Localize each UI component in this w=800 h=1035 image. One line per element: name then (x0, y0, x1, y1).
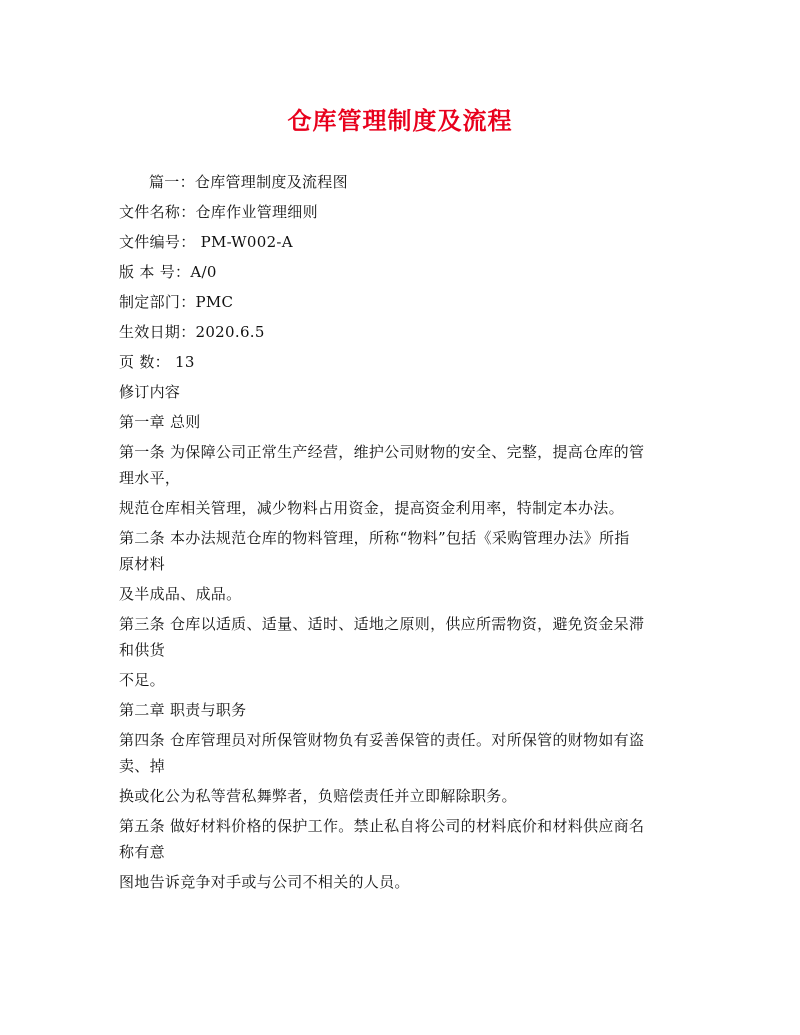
article-line: 第五条 做好材料价格的保护工作。禁止私自将公司的材料底价和材料供应商名 (119, 817, 645, 835)
article-line: 规范仓库相关管理，减少物料占用资金，提高资金利用率，特制定本办法。 (119, 499, 624, 517)
article-line: 第三条 仓库以适质、适量、适时、适地之原则，供应所需物资，避免资金呆滞 (119, 615, 645, 633)
article-line: 不足。 (119, 671, 165, 689)
chapter-heading: 第二章 职责与职务 (119, 701, 247, 719)
doc-line-file-number: 文件编号： PM-W002-A (119, 233, 293, 251)
article-line: 和供货 (119, 641, 165, 659)
article-line: 第一条 为保障公司正常生产经营，维护公司财物的安全、完整，提高仓库的管 (119, 443, 645, 461)
article-line: 换或化公为私等营私舞弊者，负赔偿责任并立即解除职务。 (119, 787, 517, 805)
article-line: 第四条 仓库管理员对所保管财物负有妥善保管的责任。对所保管的财物如有盗 (119, 731, 645, 749)
doc-line-effective-date: 生效日期：2020.6.5 (119, 323, 265, 341)
doc-line-page-count: 页 数： 13 (119, 353, 195, 371)
doc-line-revision: 修订内容 (119, 383, 181, 401)
article-line: 卖、掉 (119, 757, 165, 775)
doc-line-version: 版 本 号：A/0 (119, 263, 217, 281)
chapter-heading: 第一章 总则 (119, 413, 201, 431)
article-line: 称有意 (119, 843, 165, 861)
document-title: 仓库管理制度及流程 (287, 106, 513, 135)
article-line: 理水平， (119, 469, 181, 487)
article-line: 图地告诉竞争对手或与公司不相关的人员。 (119, 873, 410, 891)
article-line: 及半成品、成品。 (119, 585, 242, 603)
doc-line-subtitle: 篇一：仓库管理制度及流程图 (149, 173, 348, 191)
doc-line-department: 制定部门：PMC (119, 293, 234, 311)
document-body (119, 172, 679, 902)
article-line: 第二条 本办法规范仓库的物料管理，所称“物料”包括《采购管理办法》所指 (119, 529, 630, 547)
article-line: 原材料 (119, 555, 165, 573)
doc-line-file-name: 文件名称：仓库作业管理细则 (119, 203, 318, 221)
